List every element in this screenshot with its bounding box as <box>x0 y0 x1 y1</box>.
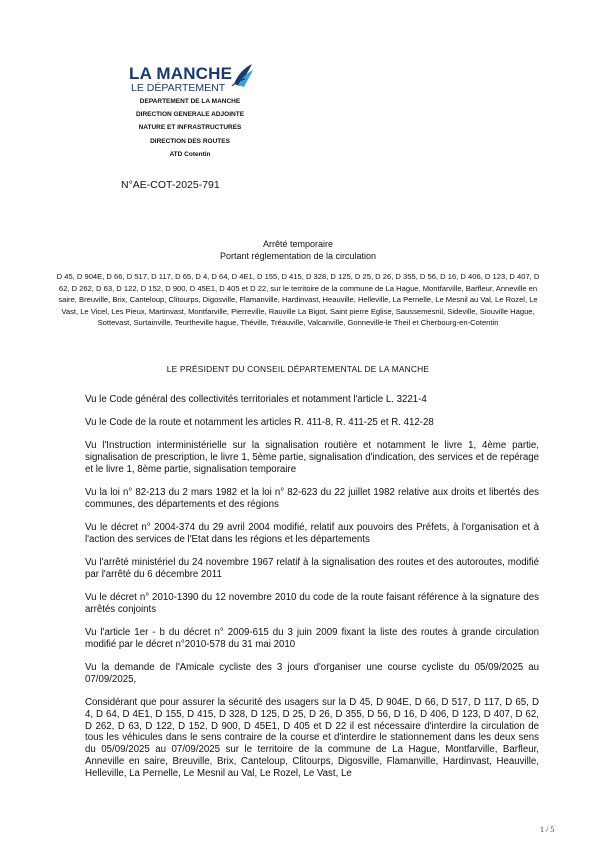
president-heading: LE PRÉSIDENT DU CONSEIL DÉPARTEMENTAL DE LA MANCHE <box>166 364 430 374</box>
decree-reference: N°AE-COT-2025-791 <box>121 179 220 191</box>
org-line: NATURE ET INFRASTRUCTURES <box>138 124 242 132</box>
org-line: DIRECTION DES ROUTES <box>150 137 230 145</box>
org-line: ATD Cotentin <box>169 150 211 158</box>
paragraph: Vu la loi n° 82-213 du 2 mars 1982 et la loi n° 82-623 du 22 juillet 1982 relative aux droits et libertés des communes, des départements et des régions <box>85 487 539 510</box>
paragraph: Vu la demande de l'Amicale cycliste des 3 jours d'organiser une course cycliste du 05/09/2025 au 07/09/2025, <box>85 662 539 685</box>
logo-subtitle: LE DÉPARTEMENT <box>131 82 226 94</box>
paragraph: Vu le décret n° 2004-374 du 29 avril 2004 modifié, relatif aux pouvoirs des Préfets, à l'organisation et à l'action des services de l'Etat dans les régions et les départements <box>85 522 539 545</box>
paragraph: Vu le Code général des collectivités territoriales et notamment l'article L. 3221-4 <box>85 394 427 405</box>
logo-wordmark: LA MANCHE <box>129 64 233 83</box>
title-line: Portant réglementation de la circulation <box>219 251 377 261</box>
page-number: 1 / 5 <box>540 825 555 834</box>
department-logo <box>129 62 254 98</box>
paragraph: Vu l'article 1er - b du décret n° 2009-615 du 3 juin 2009 fixant la liste des routes à grande circulation modifié par le décret n°2010-578 du 31 mai 2010 <box>85 627 539 650</box>
paragraph: Vu le Code de la route et notamment les articles R. 411-8, R. 411-25 et R. 412-28 <box>85 417 434 428</box>
organization-block <box>90 95 290 161</box>
decree-title <box>80 238 516 262</box>
paragraph: Considérant que pour assurer la sécurité des usagers sur la D 45, D 904E, D 66, D 517, D 117, D 65, D 4, D 64, D 4E1, D 155, D 415, D 328, D 125, D 25, D 26, D 355, D 56, D 16, D 406, D 123, D 407, D 62, D 262, D 63, D 122, D 152, D 900, D 45E1, D 405 et D 22 il est nécessaire d'interdire la circulation de tous les véhicules dans le sens contraire de la course et d'interdire le stationnement dans les deux sens du 05/09/2025 au 07/09/2025 sur le territoire de la commune de La Hague, Montfarville, Barfleur, Anneville en saire, Breuville, Brix, Canteloup, Clitourps, Digosville, Flamanville, Hardinvast, Heauville, Helleville, La Pernelle, Le Mesnil au Val, Le Rozel, Le Vast, Le <box>85 697 539 779</box>
roads-list: D 45, D 904E, D 66, D 517, D 117, D 65, D 4, D 64, D 4E1, D 155, D 415, D 328, D 125, D 25, D 26, D 355, D 56, D 16, D 406, D 123, D 407, D 62, D 262, D 63, D 122, D 152, D 900, D 45E1, D 405 et D 22, sur le territoire de la commune de La Hague, Montfarville, Barfleur, Anneville en saire, Breuville, Brix, Canteloup, Clitourps, Digosville, Flamanville, Hardinvast, Heauville, Helleville, La Pernelle, Le Mesnil au Val, Le Rozel, Le Vast, Le Vicel, Les Pieux, Martinvast, Montfarville, Pierreville, Rauville La Bigot, Saint pierre Eglise, Saussemesnil, Sideville, Siouville Hague, Sottevast, Surtainville, Teurtheville hague, Théville, Tréauville, Valcanville, Gonneville-le Theil et Cherbourg-en-Cotentin <box>56 272 540 328</box>
title-line: Arrêté temporaire <box>262 239 334 249</box>
org-line: DEPARTEMENT DE LA MANCHE <box>139 98 241 105</box>
paragraph: Vu le décret n° 2010-1390 du 12 novembre 2010 du code de la route faisant référence à la signature des arrêtés conjoints <box>85 592 539 615</box>
sail-logo-icon <box>230 62 254 88</box>
paragraph: Vu l'Instruction interministérielle sur la signalisation routière et notamment le livre 1, 4ème partie, signalisation de prescription, le livre 1, 5ème partie, signalisation d'indication, des services et de repérage et le livre 1, 8ème partie, signalisation temporaire <box>85 440 539 475</box>
org-line: DIRECTION GENERALE ADJOINTE <box>135 111 245 119</box>
paragraph: Vu l'arrêté ministériel du 24 novembre 1967 relatif à la signalisation des routes et des autoroutes, modifié par l'arrêté du 6 décembre 2011 <box>85 557 539 580</box>
